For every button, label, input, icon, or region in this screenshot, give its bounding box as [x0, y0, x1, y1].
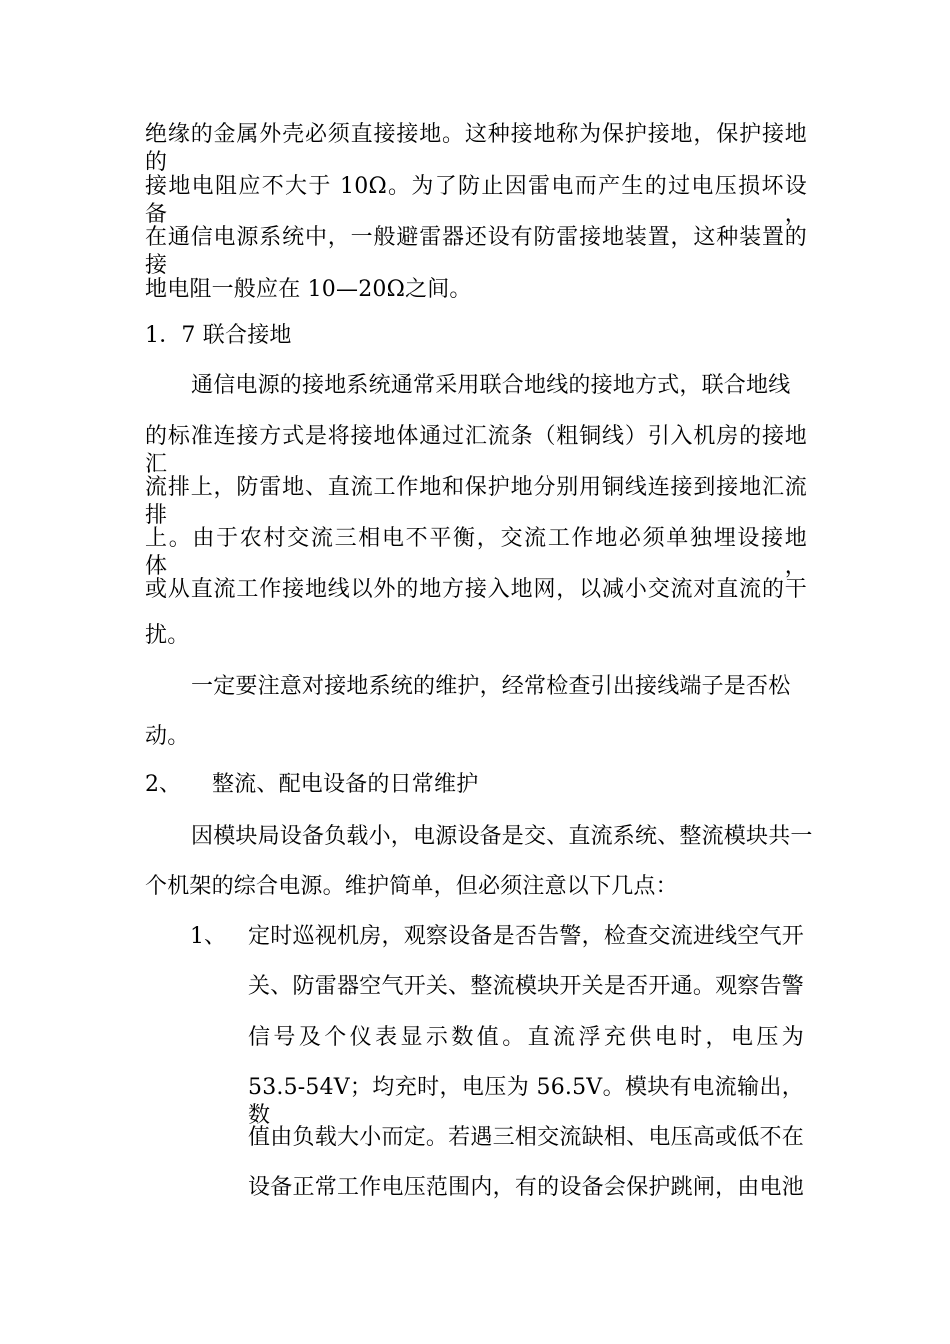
paragraph-line: 绝缘的金属外壳必须直接接地。这种接地称为保护接地，保护接地的 [145, 122, 807, 175]
list-item-line: 设备正常工作电压范围内，有的设备会保护跳闸，由电池 [248, 1175, 804, 1200]
list-item-line: 53.5-54V；均充时，电压为 56.5V。模块有电流输出，数 [248, 1075, 804, 1128]
list-item-line: 信号及个仪表显示数值。直流浮充供电时，电压为 [248, 1025, 804, 1050]
paragraph-line: 接地电阻应不大于 10Ω。为了防止因雷电而产生的过电压损坏设备， [145, 174, 807, 227]
section-heading: 整流、配电设备的日常维护 [212, 772, 479, 797]
paragraph-line: 或从直流工作接地线以外的地方接入地网，以减小交流对直流的干 [145, 577, 807, 602]
section-number: 2、 [145, 772, 181, 797]
paragraph-line: 流排上，防雷地、直流工作地和保护地分别用铜线连接到接地汇流排 [145, 475, 807, 528]
paragraph-line: 在通信电源系统中，一般避雷器还设有防雷接地装置，这种装置的接 [145, 225, 807, 278]
list-item-line: 定时巡视机房，观察设备是否告警，检查交流进线空气开 [248, 924, 804, 949]
paragraph-line: 个机架的综合电源。维护简单，但必须注意以下几点： [145, 874, 678, 899]
paragraph-line: 上。由于农村交流三相电不平衡，交流工作地必须单独埋设接地体， [145, 526, 807, 579]
paragraph-line: 通信电源的接地系统通常采用联合地线的接地方式，联合地线 [191, 373, 791, 398]
paragraph-line: 的标准连接方式是将接地体通过汇流条（粗铜线）引入机房的接地汇 [145, 424, 807, 477]
paragraph-line: 动。 [145, 724, 190, 749]
paragraph-line: 一定要注意对接地系统的维护，经常检查引出接线端子是否松 [191, 674, 791, 699]
paragraph-line: 因模块局设备负载小，电源设备是交、直流系统、整流模块共一 [191, 824, 813, 849]
list-item-line: 值由负载大小而定。若遇三相交流缺相、电压高或低不在 [248, 1125, 804, 1150]
list-item-number: 1、 [190, 924, 226, 949]
paragraph-line: 地电阻一般应在 10—20Ω之间。 [145, 277, 472, 302]
list-item-line: 关、防雷器空气开关、整流模块开关是否开通。观察告警 [248, 974, 804, 999]
section-heading: 1．7 联合接地 [145, 323, 292, 348]
paragraph-line: 扰。 [145, 623, 190, 648]
